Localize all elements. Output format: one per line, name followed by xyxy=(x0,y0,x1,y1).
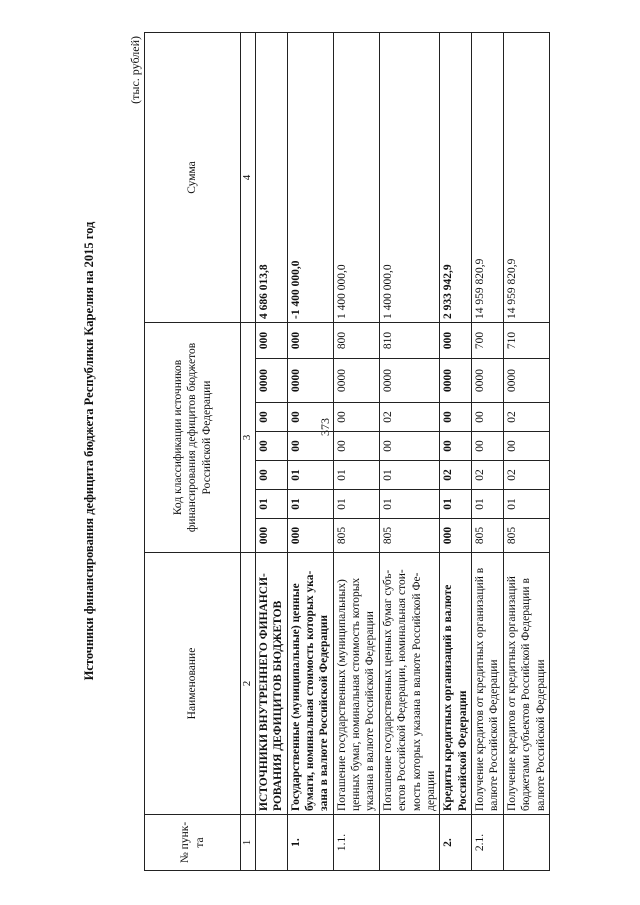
row-code-part: 00 xyxy=(287,432,333,461)
row-code-part: 805 xyxy=(472,519,504,553)
row-code-part: 0000 xyxy=(472,359,504,403)
row-code-part: 000 xyxy=(287,519,333,553)
row-code-part: 02 xyxy=(440,461,472,490)
row-name: Получение кредитов от кредитных организаций в валюте Российской Федерации xyxy=(472,553,504,815)
header-index-2: 2 xyxy=(241,553,256,815)
row-code-part: 00 xyxy=(255,432,287,461)
row-code-part: 0000 xyxy=(379,359,440,403)
row-number xyxy=(255,815,287,871)
row-sum: 1 400 000,0 xyxy=(333,32,379,322)
row-code-part: 0000 xyxy=(440,359,472,403)
row-code-part: 00 xyxy=(440,403,472,432)
row-code-part: 00 xyxy=(379,432,440,461)
row-code-part: 00 xyxy=(440,432,472,461)
row-sum: -1 400 000,0 xyxy=(287,32,333,322)
row-sum: 1 400 000,0 xyxy=(379,32,440,322)
row-number xyxy=(503,815,549,871)
header-index-4: 4 xyxy=(241,32,256,322)
row-code-part: 01 xyxy=(287,461,333,490)
row-code-part: 01 xyxy=(379,490,440,519)
row-name: ИСТОЧНИКИ ВНУТРЕННЕГО ФИНАНСИ-РОВАНИЯ ДЕФИЦИТОВ БЮДЖЕТОВ xyxy=(255,553,287,815)
table-row xyxy=(472,32,504,870)
row-number: 2.1. xyxy=(472,815,504,871)
row-code-part: 01 xyxy=(333,490,379,519)
row-number: 1. xyxy=(287,815,333,871)
row-code-part: 01 xyxy=(333,461,379,490)
row-number: 2. xyxy=(440,815,472,871)
page-number: 373 xyxy=(318,418,332,436)
table-row xyxy=(287,32,333,870)
row-sum: 4 686 013,8 xyxy=(255,32,287,322)
row-sum: 14 959 820,9 xyxy=(503,32,549,322)
row-code-part: 01 xyxy=(287,490,333,519)
row-code-part: 710 xyxy=(503,322,549,358)
document-title: Источники финансирования дефицита бюджета Республики Карелия на 2015 год xyxy=(82,221,96,681)
unit-note: (тыс. рублей) xyxy=(128,36,142,104)
row-code-part: 0000 xyxy=(287,359,333,403)
row-name: Государственные (муниципальные) ценные бумаги, номинальная стоимость которых ука-зана в валюте Российской Федерации xyxy=(287,553,333,815)
row-code-part: 700 xyxy=(472,322,504,358)
row-code-part: 02 xyxy=(503,461,549,490)
row-sum: 14 959 820,9 xyxy=(472,32,504,322)
row-code-part: 02 xyxy=(472,461,504,490)
row-code-part: 0000 xyxy=(333,359,379,403)
row-code-part: 00 xyxy=(255,461,287,490)
row-name: Погашение государственных (муниципальных) ценных бумаг, номинальная стоимость которых указана в валюте Российской Федерации xyxy=(333,553,379,815)
row-code-part: 00 xyxy=(333,432,379,461)
row-code-part: 00 xyxy=(503,432,549,461)
row-code-part: 01 xyxy=(440,490,472,519)
deficit-sources-table xyxy=(144,32,550,871)
row-code-part: 805 xyxy=(333,519,379,553)
table-body xyxy=(255,32,549,870)
row-code-part: 00 xyxy=(333,403,379,432)
row-sum: 2 933 942,9 xyxy=(440,32,472,322)
row-name: Кредиты кредитных организаций в валюте Российской Федерации xyxy=(440,553,472,815)
row-code-part: 000 xyxy=(255,519,287,553)
table-row xyxy=(503,32,549,870)
row-name: Погашение государственных ценных бумаг субъ-ектов Российской Федерации, номинальная стои-мость которых указана в валюте Российской Фе-дерации xyxy=(379,553,440,815)
table-row xyxy=(255,32,287,870)
row-code-part: 000 xyxy=(440,519,472,553)
row-code-part: 00 xyxy=(287,403,333,432)
header-code: Код классификации источников финансирования дефицитов бюджетов Российской Федерации xyxy=(145,322,241,552)
row-code-part: 02 xyxy=(379,403,440,432)
table-row xyxy=(379,32,440,870)
row-code-part: 000 xyxy=(255,322,287,358)
row-code-part: 800 xyxy=(333,322,379,358)
row-number xyxy=(379,815,440,871)
row-code-part: 01 xyxy=(379,461,440,490)
row-code-part: 01 xyxy=(255,490,287,519)
row-code-part: 0000 xyxy=(503,359,549,403)
row-code-part: 810 xyxy=(379,322,440,358)
row-code-part: 00 xyxy=(255,403,287,432)
header-index-1: 1 xyxy=(241,815,256,871)
row-name: Получение кредитов от кредитных организаций бюджетами субъектов Российской Федерации в валюте Российской Федерации xyxy=(503,553,549,815)
row-code-part: 02 xyxy=(503,403,549,432)
row-code-part: 000 xyxy=(287,322,333,358)
header-name: Наименование xyxy=(145,553,241,815)
row-code-part: 01 xyxy=(503,490,549,519)
table-row xyxy=(333,32,379,870)
row-code-part: 000 xyxy=(440,322,472,358)
header-sum: Сумма xyxy=(145,32,241,322)
row-code-part: 0000 xyxy=(255,359,287,403)
header-number: № пунк-та xyxy=(145,815,241,871)
row-number: 1.1. xyxy=(333,815,379,871)
row-code-part: 805 xyxy=(379,519,440,553)
row-code-part: 00 xyxy=(472,403,504,432)
header-index-3: 3 xyxy=(241,322,256,552)
row-code-part: 805 xyxy=(503,519,549,553)
rotated-page-content xyxy=(82,31,562,871)
row-code-part: 00 xyxy=(472,432,504,461)
row-code-part: 01 xyxy=(472,490,504,519)
table-row xyxy=(440,32,472,870)
